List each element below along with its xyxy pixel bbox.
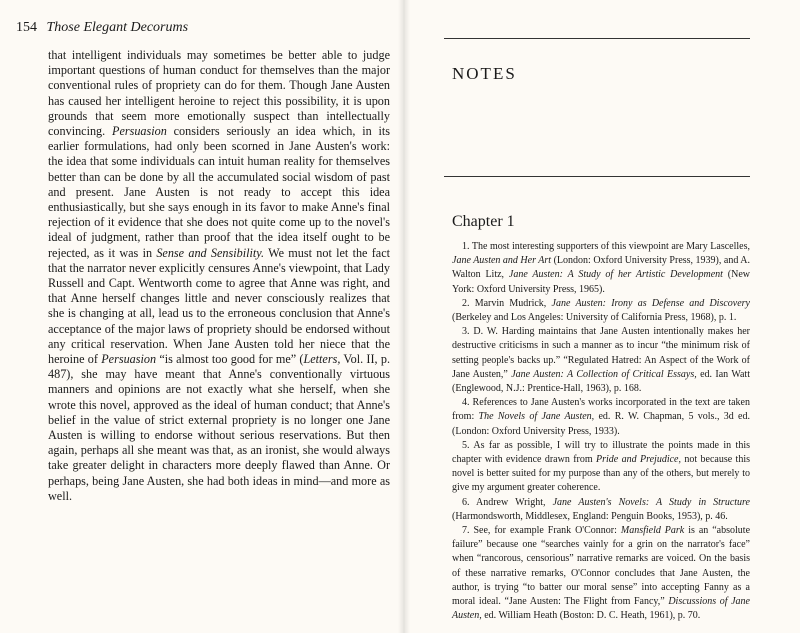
footnote <box>452 297 750 325</box>
text-run: 1. The most interesting supporters of this viewpoint are Mary Lascelles, <box>462 241 750 252</box>
text-run: is an “absolute failure” because one “searches vainly for a grin on the narrator's face” when “rancorous, censorious” narrative remarks are voiced. On the basis of these narrative remarks, O'Connor concludes that Jane Austen, the author, is trying “to batter our moral sense” into accepting Fanny as a moral ideal. “Jane Austen: The Flight from Fancy,” <box>452 525 751 608</box>
running-title: Those Elegant Decorums <box>46 20 189 35</box>
footnote <box>452 496 750 524</box>
italic-text: Persuasion <box>112 124 167 139</box>
italic-text: Mansfield Park <box>620 525 685 537</box>
text-run: (London: Oxford University Press, 1939), and A. Walton Litz, <box>452 255 751 281</box>
footnote <box>452 240 750 297</box>
italic-text: Jane Austen and Her Art <box>452 255 552 267</box>
footnote <box>452 325 750 396</box>
body-text <box>48 48 390 504</box>
text-run: ed. R. W. Chapman, 5 vols., 3d ed. (London: Oxford University Press, 1933). <box>452 411 750 437</box>
text-run: not because this novel is better suited for my purpose than any of the others, but merely to give my argument greater coherence. <box>452 454 750 494</box>
text-run: We must not let the fact that the narrator never explicitly censures Anne's viewpoint, that Lady Russell and Capt. Wentworth come to agree that Anne was right, and that Anne herself changes little and never consciously realizes that she is changing at all, lead us to the erroneous conclusion that Anne's acceptance of the major laws of propriety should be endorsed without any critical reservation. When Jane Austen told her niece that the heroine of <box>48 245 390 367</box>
text-run: 6. Andrew Wright, <box>462 496 553 508</box>
text-run: 3. D. W. Harding maintains that Jane Austen intentionally makes her destructive criticisms in such a manner as to incur “the minimum risk of setting people's backs up.” “Regulated Hatred: An Aspect of the Work of Jane Austen,” <box>452 326 750 380</box>
footnote <box>452 439 750 496</box>
italic-text: The Novels of Jane Austen, <box>478 411 595 423</box>
notes-heading: NOTES <box>452 64 517 83</box>
text-run: (New York: Oxford University Press, 1965). <box>452 269 750 295</box>
text-run: 7. See, for example Frank O'Connor: <box>462 525 621 537</box>
footnote <box>452 524 750 623</box>
italic-text: Persuasion <box>101 352 157 367</box>
italic-text: Jane Austen's Novels: A Study in Structure <box>552 496 751 508</box>
text-run: 2. Marvin Mudrick, <box>462 297 552 309</box>
right-page <box>404 0 800 633</box>
page-number: 154 <box>16 20 37 35</box>
text-run: Vol. II, p. 487), she may have meant that Anne's conventionally virtuous manners and opinions are not exactly what she herself, when she wrote this novel, approved as the ideal of human conduct; that Anne's belief in the value of strict external propriety is no longer one Jane Austen is willing to endorse without serious reservations. But then again, perhaps all she meant was that, as an ironist, she would always take greater delight in characters more deeply flawed than Anne. Or perhaps, being Jane Austen, she had both ideas in mind—and more as well. <box>48 352 390 503</box>
chapter-heading: Chapter 1 <box>452 213 515 230</box>
text-run: 4. References to Jane Austen's works incorporated in the text are taken from: <box>452 397 750 423</box>
italic-text: Jane Austen: A Study of her Artistic Development <box>508 269 723 281</box>
notes-list <box>452 240 750 623</box>
top-rule <box>444 38 750 39</box>
italic-text: Sense and Sensibility. <box>156 245 265 260</box>
body-paragraph <box>48 48 390 504</box>
text-run: that intelligent individuals may sometimes be better able to judge important questions of human conduct for themselves than the major conventional rules of propriety can do for them. Though Jane Austen has caused her intelligent heroine to reject this possibility, it is upon grounds that seem more emotionally suspect than intellectually convincing. <box>48 48 390 139</box>
italic-text: Jane Austen: Irony as Defense and Discovery <box>551 297 750 309</box>
italic-text: Letters, <box>303 352 341 367</box>
text-run: ed. William Heath (Boston: D. C. Heath, 1961), p. 70. <box>481 610 701 622</box>
text-run: (Berkeley and Los Angeles: University of California Press, 1968), p. 1. <box>452 312 737 324</box>
text-run: (Harmondsworth, Middlesex, England: Penguin Books, 1953), p. 46. <box>452 510 728 522</box>
text-run: “is almost too good for me” ( <box>156 352 304 367</box>
italic-text: Discussions of Jane Austen, <box>452 596 750 622</box>
italic-text: Pride and Prejudice, <box>596 454 681 466</box>
text-run: 5. As far as possible, I will try to illustrate the points made in this chapter with evidence drawn from <box>452 439 750 466</box>
section-rule <box>444 176 750 177</box>
running-head <box>16 20 188 36</box>
text-run: considers seriously an idea which, in its earlier formulations, had only been scorned in Jane Austen's work: the idea that some individuals can intuit human reality for themselves better than can be done by all the accumulated social wisdom of past and present. Jane Austen is not ready to accept this idea enthusiastically, but she says enough in its favor to make Anne's final rejection of it evidence that she does not quite come up to the novel's ideal of judgment, rather than proof that the idea itself ought to be rejected, as it was in <box>48 124 391 260</box>
text-run: ed. Ian Watt (Englewood, N.J.: Prentice-Hall, 1963), p. 168. <box>452 368 750 395</box>
italic-text: Jane Austen: A Collection of Critical Essays, <box>511 368 697 380</box>
footnote <box>452 396 750 439</box>
